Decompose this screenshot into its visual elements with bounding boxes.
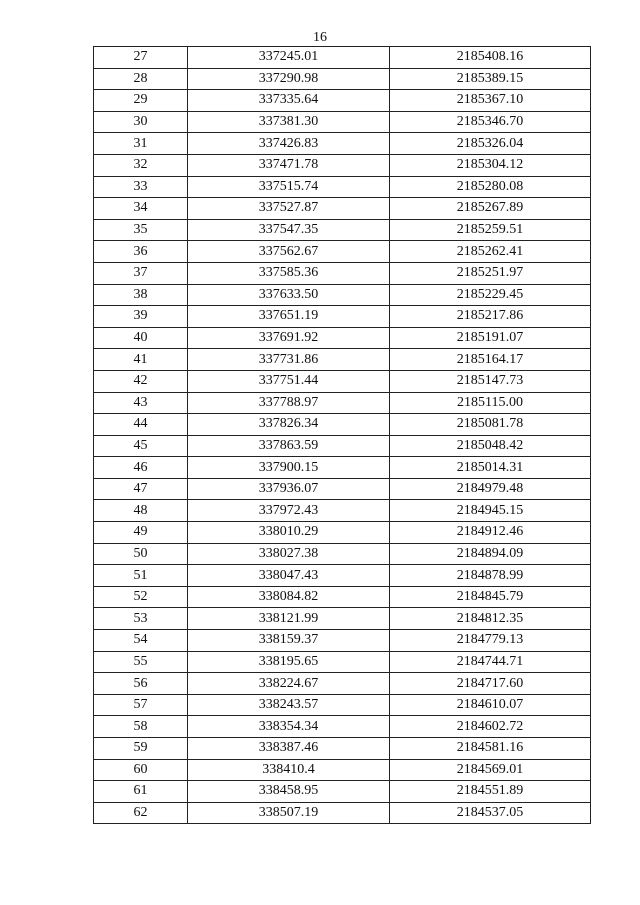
table-row — [94, 414, 591, 436]
y-coordinate-cell: 2185408.16 — [390, 47, 591, 69]
table-row — [94, 241, 591, 263]
point-number-cell: 48 — [94, 500, 188, 522]
y-coordinate-cell: 2184894.09 — [390, 543, 591, 565]
y-coordinate-cell: 2185191.07 — [390, 327, 591, 349]
point-number-cell: 38 — [94, 284, 188, 306]
table-row — [94, 306, 591, 328]
table-row — [94, 90, 591, 112]
point-number-cell: 40 — [94, 327, 188, 349]
table-row — [94, 500, 591, 522]
table-row — [94, 349, 591, 371]
table-row — [94, 435, 591, 457]
y-coordinate-cell: 2185048.42 — [390, 435, 591, 457]
x-coordinate-cell: 337381.30 — [188, 111, 390, 133]
table-row — [94, 522, 591, 544]
point-number-cell: 31 — [94, 133, 188, 155]
x-coordinate-cell: 338387.46 — [188, 738, 390, 760]
point-number-cell: 58 — [94, 716, 188, 738]
x-coordinate-cell: 337863.59 — [188, 435, 390, 457]
table-row — [94, 111, 591, 133]
x-coordinate-cell: 337826.34 — [188, 414, 390, 436]
y-coordinate-cell: 2185267.89 — [390, 198, 591, 220]
x-coordinate-cell: 338121.99 — [188, 608, 390, 630]
y-coordinate-cell: 2185326.04 — [390, 133, 591, 155]
point-number-cell: 45 — [94, 435, 188, 457]
point-number-cell: 29 — [94, 90, 188, 112]
y-coordinate-cell: 2184744.71 — [390, 651, 591, 673]
point-number-cell: 52 — [94, 586, 188, 608]
table-row — [94, 176, 591, 198]
y-coordinate-cell: 2185147.73 — [390, 370, 591, 392]
point-number-cell: 35 — [94, 219, 188, 241]
x-coordinate-cell: 337972.43 — [188, 500, 390, 522]
table-row — [94, 68, 591, 90]
y-coordinate-cell: 2185280.08 — [390, 176, 591, 198]
coordinate-table-body — [94, 47, 591, 824]
x-coordinate-cell: 338410.4 — [188, 759, 390, 781]
point-number-cell: 41 — [94, 349, 188, 371]
y-coordinate-cell: 2185115.00 — [390, 392, 591, 414]
y-coordinate-cell: 2185081.78 — [390, 414, 591, 436]
x-coordinate-cell: 337788.97 — [188, 392, 390, 414]
point-number-cell: 27 — [94, 47, 188, 69]
point-number-cell: 59 — [94, 738, 188, 760]
point-number-cell: 53 — [94, 608, 188, 630]
x-coordinate-cell: 338224.67 — [188, 673, 390, 695]
x-coordinate-cell: 337471.78 — [188, 154, 390, 176]
coordinate-table — [93, 46, 591, 824]
point-number-cell: 44 — [94, 414, 188, 436]
point-number-cell: 43 — [94, 392, 188, 414]
table-row — [94, 651, 591, 673]
x-coordinate-cell: 337527.87 — [188, 198, 390, 220]
x-coordinate-cell: 337290.98 — [188, 68, 390, 90]
y-coordinate-cell: 2184912.46 — [390, 522, 591, 544]
y-coordinate-cell: 2184537.05 — [390, 802, 591, 824]
y-coordinate-cell: 2184602.72 — [390, 716, 591, 738]
y-coordinate-cell: 2184569.01 — [390, 759, 591, 781]
point-number-cell: 28 — [94, 68, 188, 90]
x-coordinate-cell: 337691.92 — [188, 327, 390, 349]
point-number-cell: 34 — [94, 198, 188, 220]
point-number-cell: 30 — [94, 111, 188, 133]
page-number: 16 — [313, 30, 327, 45]
x-coordinate-cell: 337936.07 — [188, 478, 390, 500]
x-coordinate-cell: 337633.50 — [188, 284, 390, 306]
table-row — [94, 694, 591, 716]
table-row — [94, 586, 591, 608]
x-coordinate-cell: 338507.19 — [188, 802, 390, 824]
table-row — [94, 327, 591, 349]
table-row — [94, 802, 591, 824]
x-coordinate-cell: 337335.64 — [188, 90, 390, 112]
x-coordinate-cell: 338159.37 — [188, 630, 390, 652]
point-number-cell: 56 — [94, 673, 188, 695]
table-row — [94, 608, 591, 630]
table-row — [94, 716, 591, 738]
point-number-cell: 54 — [94, 630, 188, 652]
point-number-cell: 55 — [94, 651, 188, 673]
y-coordinate-cell: 2185229.45 — [390, 284, 591, 306]
table-row — [94, 673, 591, 695]
table-row — [94, 370, 591, 392]
x-coordinate-cell: 337651.19 — [188, 306, 390, 328]
y-coordinate-cell: 2184551.89 — [390, 781, 591, 803]
x-coordinate-cell: 337562.67 — [188, 241, 390, 263]
x-coordinate-cell: 338010.29 — [188, 522, 390, 544]
point-number-cell: 33 — [94, 176, 188, 198]
y-coordinate-cell: 2184979.48 — [390, 478, 591, 500]
point-number-cell: 61 — [94, 781, 188, 803]
table-row — [94, 284, 591, 306]
point-number-cell: 62 — [94, 802, 188, 824]
table-row — [94, 198, 591, 220]
table-row — [94, 630, 591, 652]
x-coordinate-cell: 337515.74 — [188, 176, 390, 198]
point-number-cell: 37 — [94, 262, 188, 284]
y-coordinate-cell: 2185389.15 — [390, 68, 591, 90]
y-coordinate-cell: 2185304.12 — [390, 154, 591, 176]
x-coordinate-cell: 338027.38 — [188, 543, 390, 565]
table-row — [94, 133, 591, 155]
table-row — [94, 738, 591, 760]
y-coordinate-cell: 2184779.13 — [390, 630, 591, 652]
point-number-cell: 39 — [94, 306, 188, 328]
point-number-cell: 47 — [94, 478, 188, 500]
x-coordinate-cell: 338047.43 — [188, 565, 390, 587]
table-row — [94, 262, 591, 284]
table-row — [94, 47, 591, 69]
x-coordinate-cell: 337245.01 — [188, 47, 390, 69]
x-coordinate-cell: 337731.86 — [188, 349, 390, 371]
point-number-cell: 60 — [94, 759, 188, 781]
x-coordinate-cell: 337426.83 — [188, 133, 390, 155]
y-coordinate-cell: 2184581.16 — [390, 738, 591, 760]
y-coordinate-cell: 2185164.17 — [390, 349, 591, 371]
table-row — [94, 565, 591, 587]
x-coordinate-cell: 337547.35 — [188, 219, 390, 241]
table-row — [94, 478, 591, 500]
y-coordinate-cell: 2184812.35 — [390, 608, 591, 630]
y-coordinate-cell: 2185259.51 — [390, 219, 591, 241]
y-coordinate-cell: 2185346.70 — [390, 111, 591, 133]
table-row — [94, 759, 591, 781]
y-coordinate-cell: 2184845.79 — [390, 586, 591, 608]
table-row — [94, 457, 591, 479]
point-number-cell: 50 — [94, 543, 188, 565]
x-coordinate-cell: 337900.15 — [188, 457, 390, 479]
x-coordinate-cell: 338458.95 — [188, 781, 390, 803]
point-number-cell: 49 — [94, 522, 188, 544]
point-number-cell: 36 — [94, 241, 188, 263]
point-number-cell: 46 — [94, 457, 188, 479]
y-coordinate-cell: 2184878.99 — [390, 565, 591, 587]
y-coordinate-cell: 2185014.31 — [390, 457, 591, 479]
point-number-cell: 51 — [94, 565, 188, 587]
x-coordinate-cell: 337585.36 — [188, 262, 390, 284]
x-coordinate-cell: 337751.44 — [188, 370, 390, 392]
y-coordinate-cell: 2185217.86 — [390, 306, 591, 328]
point-number-cell: 42 — [94, 370, 188, 392]
x-coordinate-cell: 338243.57 — [188, 694, 390, 716]
y-coordinate-cell: 2185367.10 — [390, 90, 591, 112]
y-coordinate-cell: 2185251.97 — [390, 262, 591, 284]
table-row — [94, 392, 591, 414]
x-coordinate-cell: 338084.82 — [188, 586, 390, 608]
point-number-cell: 32 — [94, 154, 188, 176]
table-row — [94, 781, 591, 803]
table-row — [94, 219, 591, 241]
table-row — [94, 154, 591, 176]
point-number-cell: 57 — [94, 694, 188, 716]
y-coordinate-cell: 2185262.41 — [390, 241, 591, 263]
y-coordinate-cell: 2184945.15 — [390, 500, 591, 522]
x-coordinate-cell: 338195.65 — [188, 651, 390, 673]
table-row — [94, 543, 591, 565]
x-coordinate-cell: 338354.34 — [188, 716, 390, 738]
y-coordinate-cell: 2184717.60 — [390, 673, 591, 695]
y-coordinate-cell: 2184610.07 — [390, 694, 591, 716]
